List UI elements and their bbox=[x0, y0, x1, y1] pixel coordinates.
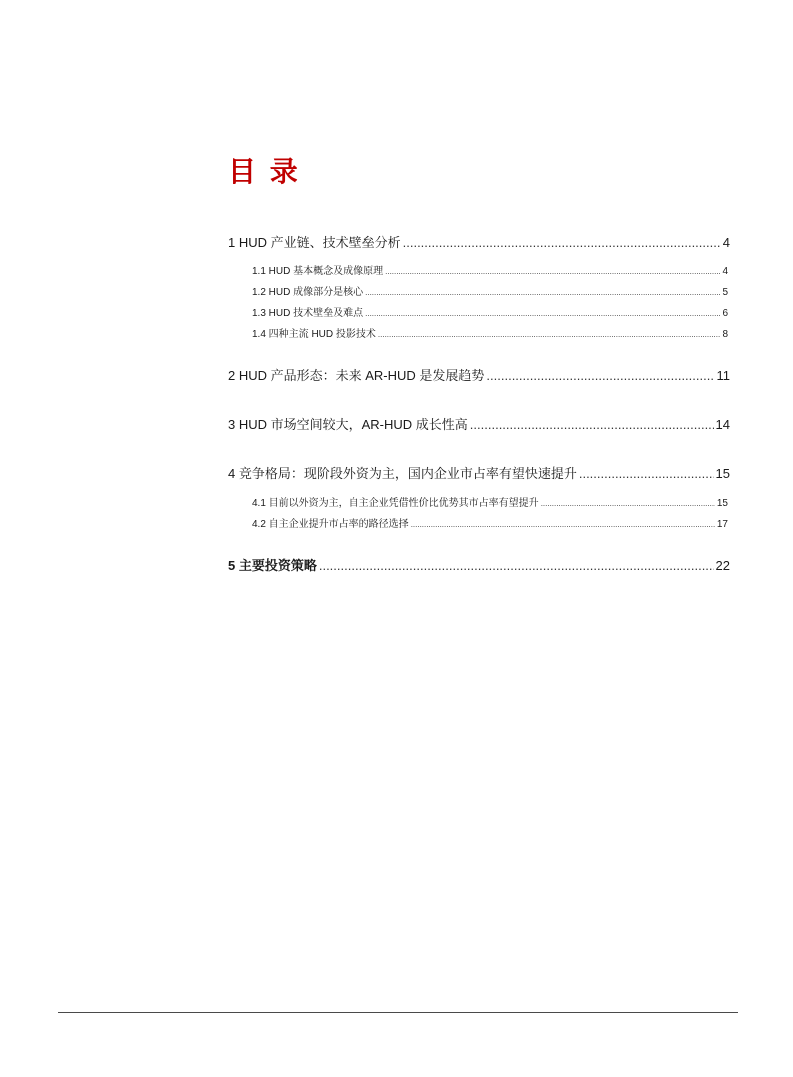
toc-entry-page: 22 bbox=[715, 558, 730, 573]
toc-entry-1-1[interactable] bbox=[252, 266, 728, 278]
toc-entry-1-3[interactable] bbox=[252, 308, 728, 320]
toc-entry-page: 14 bbox=[715, 417, 730, 432]
dot-leader bbox=[365, 287, 720, 299]
toc-entry-label: 2 HUD 产品形态：未来 AR-HUD 是发展趋势 bbox=[228, 368, 485, 383]
dot-leader bbox=[385, 266, 720, 278]
toc-entry-page: 17 bbox=[716, 519, 728, 530]
dot-leader bbox=[403, 235, 721, 251]
dot-leader bbox=[470, 417, 714, 433]
dot-leader bbox=[541, 498, 715, 510]
toc-entry-page: 8 bbox=[722, 329, 728, 340]
toc-entry-page: 11 bbox=[716, 368, 730, 383]
toc-entry-2[interactable] bbox=[228, 368, 730, 384]
toc-entry-label: 5 主要投资策略 bbox=[228, 558, 317, 573]
toc-entry-label: 4.2 自主企业提升市占率的路径选择 bbox=[252, 519, 409, 530]
toc-entry-page: 5 bbox=[722, 287, 728, 298]
toc-entry-label: 1.3 HUD 技术壁垒及难点 bbox=[252, 308, 364, 319]
toc-entry-3[interactable] bbox=[228, 417, 730, 433]
toc-entry-1-4[interactable] bbox=[252, 329, 728, 341]
toc-entry-4-1[interactable] bbox=[252, 498, 728, 510]
footer-divider bbox=[58, 1012, 738, 1013]
toc-entry-label: 1.2 HUD 成像部分是核心 bbox=[252, 287, 364, 298]
toc-entry-4-2[interactable] bbox=[252, 519, 728, 531]
toc-entry-page: 15 bbox=[715, 466, 730, 481]
toc-entry-label: 4 竞争格局：现阶段外资为主，国内企业市占率有望快速提升 bbox=[228, 466, 577, 481]
toc-entry-1[interactable] bbox=[228, 235, 730, 251]
toc-entry-5[interactable] bbox=[228, 558, 730, 574]
toc-entry-page: 4 bbox=[722, 266, 728, 277]
toc-entry-1-2[interactable] bbox=[252, 287, 728, 299]
dot-leader bbox=[378, 329, 721, 341]
dot-leader bbox=[319, 558, 714, 574]
toc-entry-label: 4.1 目前以外资为主，自主企业凭借性价比优势其市占率有望提升 bbox=[252, 498, 539, 509]
toc-entry-4[interactable] bbox=[228, 466, 730, 482]
toc-entry-page: 15 bbox=[716, 498, 728, 509]
toc-entry-label: 1.4 四种主流 HUD 投影技术 bbox=[252, 329, 376, 340]
dot-leader bbox=[411, 519, 715, 531]
toc-entry-page: 6 bbox=[722, 308, 728, 319]
dot-leader bbox=[486, 368, 714, 384]
toc-entry-label: 1.1 HUD 基本概念及成像原理 bbox=[252, 266, 384, 277]
toc-entry-page: 4 bbox=[722, 235, 730, 250]
dot-leader bbox=[579, 466, 714, 482]
toc-title: 目 录 bbox=[228, 156, 301, 187]
toc-entry-label: 3 HUD 市场空间较大，AR-HUD 成长性高 bbox=[228, 417, 468, 432]
dot-leader bbox=[365, 308, 720, 320]
toc-entry-label: 1 HUD 产业链、技术壁垒分析 bbox=[228, 235, 401, 250]
